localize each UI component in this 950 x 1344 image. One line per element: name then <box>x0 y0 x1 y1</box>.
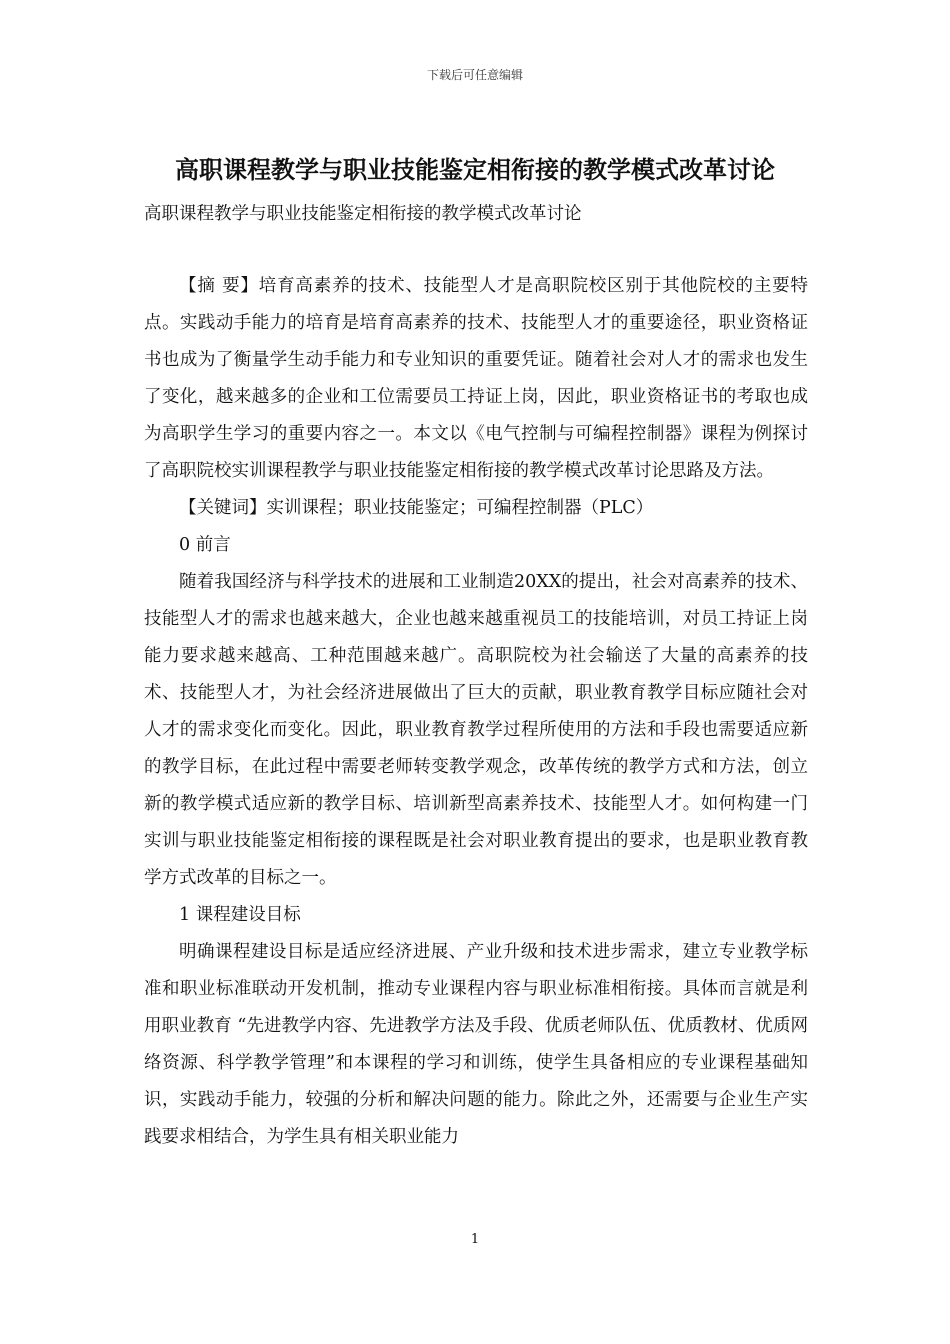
document-body <box>144 268 808 1156</box>
page-number: 1 <box>470 1232 480 1247</box>
body-paragraph: 明确课程建设目标是适应经济进展、产业升级和技术进步需求，建立专业教学标准和职业标准联动开发机制，推动专业课程内容与职业标准相衔接。具体而言就是利用职业教育 “先进教学内容、先进教学方法及手段、优质老师队伍、优质教材、优质网络资源、科学教学管理”和本课程的学习和训练，使学生具备相应的专业课程基础知识，实践动手能力，较强的分析和解决问题的能力。除此之外，还需要与企业生产实践要求相结合，为学生具有相关职业能力 <box>144 942 808 1147</box>
section-heading-course-goal: 1 课程建设目标 <box>179 905 301 925</box>
document-title: 高职课程教学与职业技能鉴定相衔接的教学模式改革讨论 <box>175 156 775 184</box>
abstract-paragraph: 【摘 要】培育高素养的技术、技能型人才是高职院校区别于其他院校的主要特点。实践动手能力的培育是培育高素养的技术、技能型人才的重要途径，职业资格证书也成为了衡量学生动手能力和专业知识的重要凭证。随着社会对人才的需求也发生了变化，越来越多的企业和工位需要员工持证上岗，因此，职业资格证书的考取也成为高职学生学习的重要内容之一。本文以《电气控制与可编程控制器》课程为例探讨了高职院校实训课程教学与职业技能鉴定相衔接的教学模式改革讨论思路及方法。 <box>144 276 808 481</box>
document-subtitle: 高职课程教学与职业技能鉴定相衔接的教学模式改革讨论 <box>144 204 582 224</box>
body-paragraph: 随着我国经济与科学技术的进展和工业制造20XX的提出，社会对高素养的技术、技能型人才的需求也越来越大，企业也越来越重视员工的技能培训，对员工持证上岗能力要求越来越高、工种范围越来越广。高职院校为社会输送了大量的高素养的技术、技能型人才，为社会经济进展做出了巨大的贡献，职业教育教学目标应随社会对人才的需求变化而变化。因此，职业教育教学过程所使用的方法和手段也需要适应新的教学目标，在此过程中需要老师转变教学观念，改革传统的教学方式和方法，创立新的教学模式适应新的教学目标、培训新型高素养技术、技能型人才。如何构建一门实训与职业技能鉴定相衔接的课程既是社会对职业教育提出的要求，也是职业教育教学方式改革的目标之一。 <box>144 572 808 888</box>
section-heading-preface: 0 前言 <box>179 535 231 555</box>
header-note: 下载后可任意编辑 <box>426 68 523 82</box>
keywords-paragraph: 【关键词】实训课程；职业技能鉴定；可编程控制器（PLC） <box>179 498 654 518</box>
